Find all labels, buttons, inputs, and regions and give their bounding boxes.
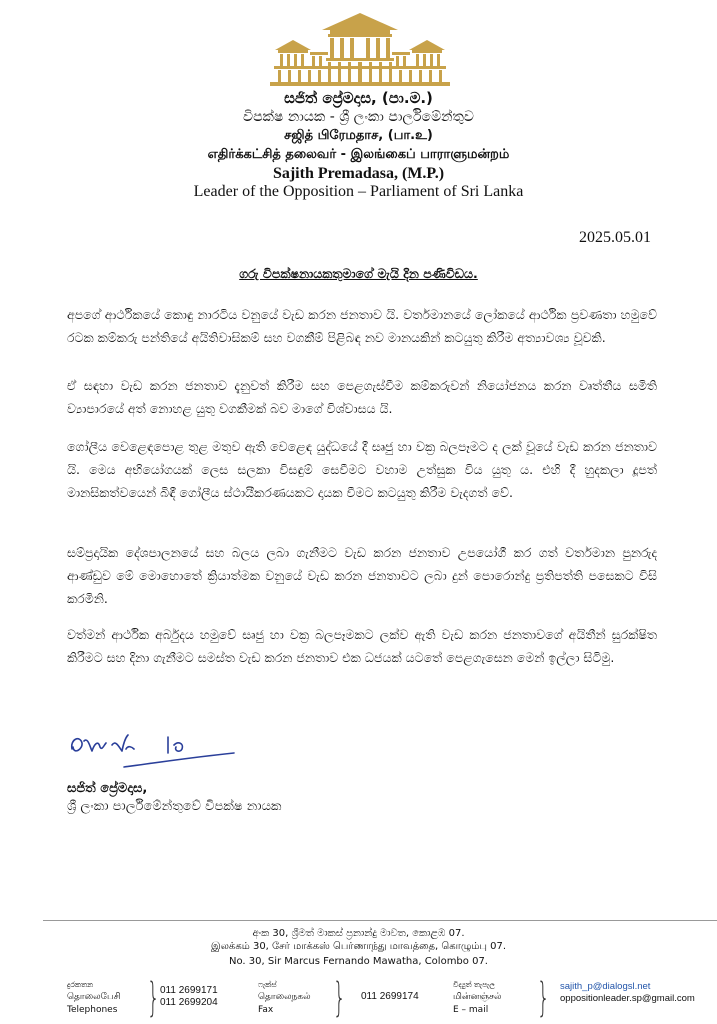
- telephones-label-english: Telephones: [67, 1005, 118, 1015]
- leader-name-english: Sajith Premadasa, (M.P.): [272, 165, 445, 182]
- telephone-number: 011 2699171: [160, 985, 218, 996]
- brace-icon: }: [537, 975, 550, 1021]
- letter-date: 2025.05.01: [579, 229, 651, 246]
- handwritten-signature: [64, 731, 244, 771]
- signatory-name: සජිත් ප්‍රේමදාස,: [67, 781, 148, 796]
- address-sinhala: අංක 30, ශ්‍රීමත් මාකස් ප්‍රනාන්දු මාවත, කොළඹ 07.: [252, 928, 465, 939]
- fax-number: 011 2699174: [361, 991, 419, 1002]
- leader-title-sinhala: විපක්ෂ නායක - ශ්‍රී ලංකා පාර්ලිමේන්තුව: [243, 109, 474, 125]
- telephone-number: 011 2699204: [160, 997, 218, 1008]
- leader-name-tamil: சஜித் பிரேமதாச, (பா.உ): [284, 128, 433, 143]
- leader-title-tamil: எதிர்க்கட்சித் தலைவர் - இலங்கைப் பாராளுமன்றம்: [207, 147, 510, 162]
- brace-icon: }: [333, 975, 346, 1021]
- telephones-label: [67, 978, 121, 1017]
- email-label-tamil: மின்னஞ்சல்: [453, 992, 502, 1002]
- footer-divider: [43, 920, 717, 921]
- fax-label-tamil: தொலைநகல்: [258, 992, 311, 1002]
- letter-subject: ගරු විපක්ෂනායකතුමාගේ මැයි දින පණිවිඩය.: [239, 266, 478, 281]
- email-label: [453, 978, 501, 1017]
- body-paragraph: වත්මන් ආර්ථික අර්බුදය හමුවේ සෘජු හා වක්‍ර බලපෑමකට ලක්ව ඇති වැඩ කරන ජනතාවගේ අයිතීන් සුරක්ෂිත කිරීමට සහ දිනා ගැනීමට සමස්ත වැඩ කරන ජනතාව එක ධජයක් යටතේ පෙළගැසෙන මෙන් ඉල්ලා සිටිමු.: [67, 627, 657, 665]
- fax-label-english: Fax: [258, 1005, 274, 1015]
- body-paragraph: ඒ සඳහා වැඩ කරන ජනතාව දැනුවත් කිරීම සහ පෙළගැස්වීම කම්කරුවන් නියෝජනය කරන වෘත්තීය සමිති ව්‍යාපාරයේ අත් නොහළ යුතු වගකීමක් බව මාගේ විශ්වාසය යි.: [67, 378, 657, 416]
- brace-icon: }: [147, 975, 160, 1021]
- body-paragraph: සම්ප්‍රදායික දේශපාලනයේ සහ බලය ලබා ගැනීමට වැඩ කරන ජනතාව උපයෝගී කර ගත් වර්තමාන පුනරුද ආණ්ඩුව මේ මොහොතේ ක්‍රියාත්මක වනුයේ වැඩ කරන ජනතාවට ලබා දුන් පොරොන්දු ප්‍රතිපත්ති පසෙකට විසි කරමිනි.: [67, 545, 657, 606]
- email-label-sinhala: විද්‍යුත් තැපැල: [453, 980, 495, 989]
- signatory-title: ශ්‍රී ලංකා පාර්ලිමේන්තුවේ විපක්ෂ නායක: [67, 799, 282, 814]
- body-paragraph: ගෝලීය වෙළෙඳපොළ තුළ මතුව ඇති වෙළෙඳ යුද්ධයේ දී සෘජු හා වක්‍ර බලපෑමට ද ලක් වූයේ වැඩ කරන ජනතාව යි. මෙය අභියෝගයක් ලෙස සලකා විසඳුම් සෙවීමට වහාම උත්සුක විය යුතු ය. එහි දී හුදකලා දූපත් මානසිකත්වයෙන් බිඳී ගෝලීය ස්ථායීකරණයකට දායක වීමට කටයුතු කිරීම වැදගත් වේ.: [67, 439, 657, 500]
- email-addresses: [560, 981, 695, 1005]
- body-paragraph: අපගේ ආර්ථිකයේ කොඳු නාරටිය වනුයේ වැඩ කරන ජනතාව යි. වර්තමානයේ ලෝකයේ ආර්ථික ප්‍රවණතා හමුවේ රටක කම්කරු පන්තියේ අයිතිවාසිකම් සහ වගකීම් පිළිබඳ නව මානයකින් කටයුතු කිරීම අත්‍යාවශ්‍ය වූවකි.: [67, 307, 657, 345]
- fax-label-sinhala: ෆැක්ස්: [258, 980, 277, 989]
- leader-name-sinhala: සජිත් ප්‍රේමදාස, (පා.ම.): [284, 89, 433, 107]
- leader-title-english: Leader of the Opposition – Parliament of Sri Lanka: [193, 183, 524, 200]
- telephones-label-tamil: தொலைபேசி: [67, 992, 121, 1002]
- email-label-english: E – mail: [453, 1005, 489, 1015]
- parliament-building-icon: [270, 12, 450, 88]
- address-tamil: இலக்கம் 30, சேர் மாக்கஸ் பெர்ணாந்து மாவத்தை, கொழும்பு 07.: [210, 941, 507, 952]
- email-link[interactable]: sajith_p@dialogsl.net: [560, 981, 651, 992]
- address-english: No. 30, Sir Marcus Fernando Mawatha, Colombo 07.: [229, 956, 488, 967]
- email-address: oppositionleader.sp@gmail.com: [560, 993, 695, 1004]
- fax-label: [258, 978, 311, 1017]
- telephones-label-sinhala: දුරකතන: [67, 980, 94, 989]
